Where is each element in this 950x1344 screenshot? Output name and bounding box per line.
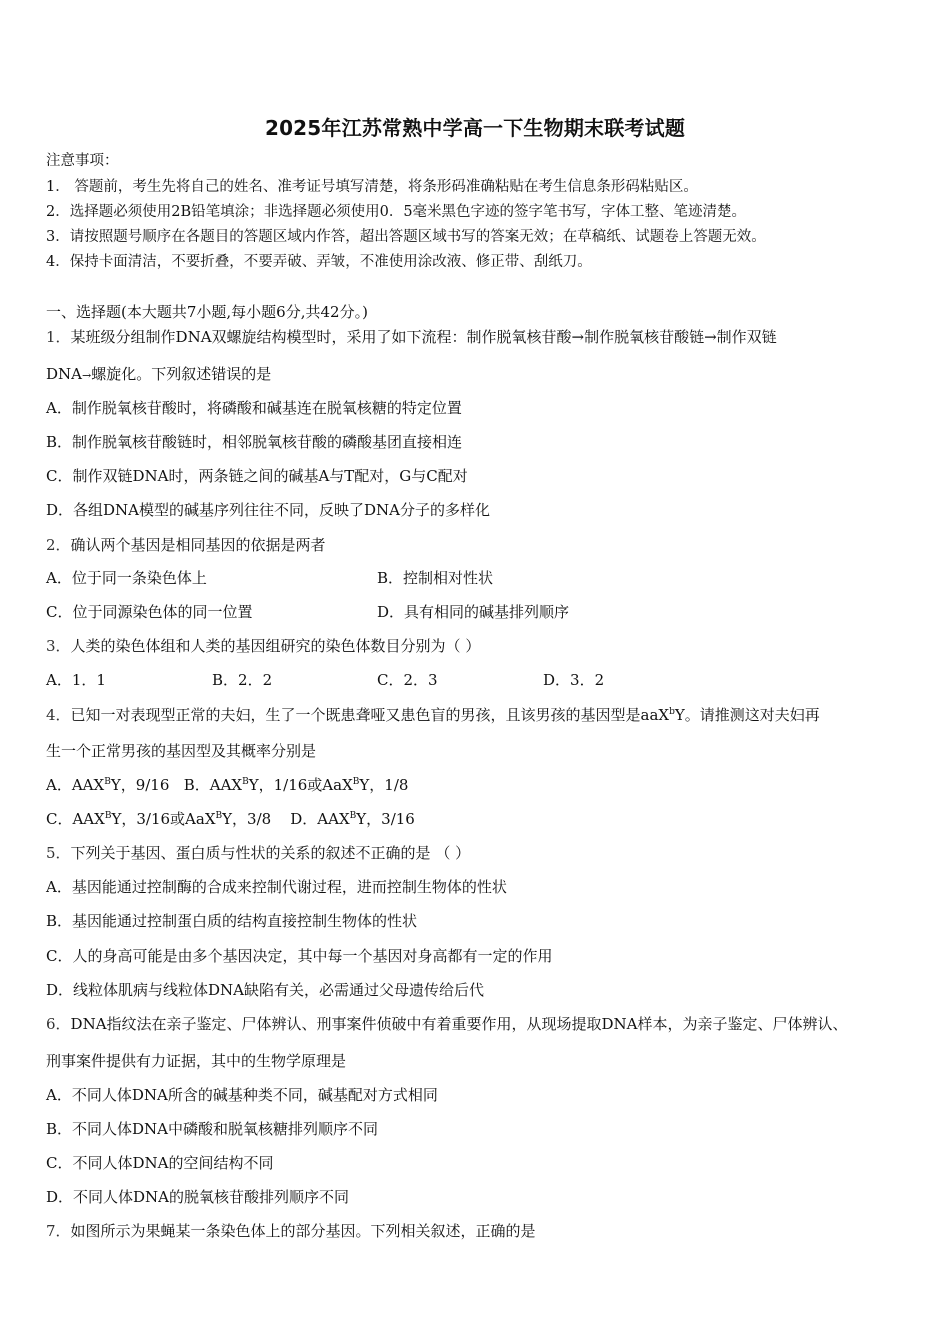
question-number: 3． <box>46 637 71 655</box>
notice-item: 3．请按照题号顺序在各题目的答题区域内作答，超出答题区域书写的答案无效；在草稿纸、试题卷上答题无效。 <box>46 229 766 245</box>
question-stem-cont: 生一个正常男孩的基因型及其概率分别是 <box>46 742 317 760</box>
question-text: 螺旋化。下列叙述错误的是 <box>91 365 272 383</box>
option-d: D．不同人体DNA的脱氧核苷酸排列顺序不同 <box>46 1188 350 1206</box>
question-number: 5． <box>46 844 71 862</box>
question-text: Y。请推测这对夫妇再 <box>674 706 820 724</box>
option-b: B．制作脱氧核苷酸链时，相邻脱氧核苷酸的磷酸基团直接相连 <box>46 433 463 451</box>
option-d: D．$AAX^BY$，3/16 <box>290 810 415 828</box>
option-c: C．2．3 <box>377 671 438 689</box>
question-text: 如图所示为果蝇某一条染色体上的部分基因。下列相关叙述，正确的是 <box>70 1222 536 1240</box>
option-b: B．不同人体DNA中磷酸和脱氧核糖排列顺序不同 <box>46 1120 379 1138</box>
option-a: A．不同人体DNA所含的碱基种类不同，碱基配对方式相同 <box>46 1086 438 1104</box>
option-c: C．人的身高可能是由多个基因决定，其中每一个基因对身高都有一定的作用 <box>46 947 553 965</box>
option-d: D．线粒体肌病与线粒体DNA缺陷有关，必需通过父母遗传给后代 <box>46 981 485 999</box>
question-text: 确认两个基因是相同基因的依据是两者 <box>70 536 326 554</box>
option-row-ab <box>46 776 408 794</box>
question-number: 6． <box>46 1015 71 1033</box>
question-text: 已知一对表现型正常的夫妇，生了一个既患聋哑又患色盲的男孩，且该男孩的基因型是aaX <box>70 706 670 724</box>
question-text: 人类的染色体组和人类的基因组研究的染色体数目分别为（ ） <box>70 637 481 655</box>
superscript: b <box>669 707 675 717</box>
question-stem-cont <box>46 365 271 385</box>
question-stem <box>46 328 777 346</box>
option-c: C．制作双链DNA时，两条链之间的碱基A与T配对，G与C配对 <box>46 467 468 485</box>
page-title: 2025年江苏常熟中学高一下生物期末联考试题 <box>264 116 686 140</box>
section-heading: 一、选择题(本大题共7小题,每小题6分,共42分。) <box>46 303 368 321</box>
option-d: D．3．2 <box>543 671 605 689</box>
question-number: 2． <box>46 536 71 554</box>
option-b: B．$AAX^BY$，1/16或AaX$^B$Y，1/8 <box>183 776 409 794</box>
option-d: D．各组DNA模型的碱基序列往往不同，反映了DNA分子的多样化 <box>46 501 490 519</box>
question-text: 某班级分组制作DNA双螺旋结构模型时，采用了如下流程：制作脱氧核苷酸→制作脱氧核苷酸链→制作双链 <box>70 328 777 346</box>
option-b: B．2．2 <box>212 671 273 689</box>
option-a: A．位于同一条染色体上 <box>46 569 207 587</box>
option-a: A．$AAX^BY$，9/16 <box>46 776 170 794</box>
option-row-cd <box>46 810 415 828</box>
question-stem <box>46 536 326 554</box>
arrow-icon: → <box>81 369 92 382</box>
option-a: A．制作脱氧核苷酸时，将磷酸和碱基连在脱氧核糖的特定位置 <box>46 399 462 417</box>
option-c: C．位于同源染色体的同一位置 <box>46 603 253 621</box>
option-a: A．基因能通过控制酶的合成来控制代谢过程，进而控制生物体的性状 <box>46 878 507 896</box>
notice-item: 4．保持卡面清洁，不要折叠，不要弄破、弄皱，不准使用涂改液、修正带、刮纸刀。 <box>46 254 592 270</box>
question-stem-cont: 刑事案件提供有力证据，其中的生物学原理是 <box>46 1052 347 1070</box>
question-stem <box>46 844 470 862</box>
question-text: DNA指纹法在亲子鉴定、尸体辨认、刑事案件侦破中有着重要作用，从现场提取DNA样本，为亲子鉴定、尸体辨认、 <box>70 1015 848 1033</box>
option-c: C．$AAX^BY$，3/16或AaX$^B$Y，3/8 <box>46 810 272 828</box>
option-a: A．1．1 <box>46 671 106 689</box>
question-stem <box>46 706 820 724</box>
option-d: D．具有相同的碱基排列顺序 <box>377 603 570 621</box>
question-number: 1． <box>46 328 71 346</box>
option-b: B．基因能通过控制蛋白质的结构直接控制生物体的性状 <box>46 912 418 930</box>
question-stem <box>46 1015 848 1033</box>
notice-item: 2．选择题必须使用2B铅笔填涂；非选择题必须使用0．5毫米黑色字迹的签字笔书写，字体工整、笔迹清楚。 <box>46 204 747 220</box>
question-number: 4． <box>46 706 71 724</box>
question-text: DNA <box>46 365 82 383</box>
question-stem <box>46 1222 536 1240</box>
question-text: 下列关于基因、蛋白质与性状的关系的叙述不正确的是 （ ） <box>70 844 471 862</box>
option-b: B．控制相对性状 <box>377 569 494 587</box>
notice-item: 1． 答题前，考生先将自己的姓名、准考证号填写清楚，将条形码准确粘贴在考生信息条形码粘贴区。 <box>46 179 698 195</box>
question-number: 7． <box>46 1222 71 1240</box>
notice-heading: 注意事项： <box>46 153 119 169</box>
question-stem <box>46 637 480 655</box>
option-c: C．不同人体DNA的空间结构不同 <box>46 1154 274 1172</box>
